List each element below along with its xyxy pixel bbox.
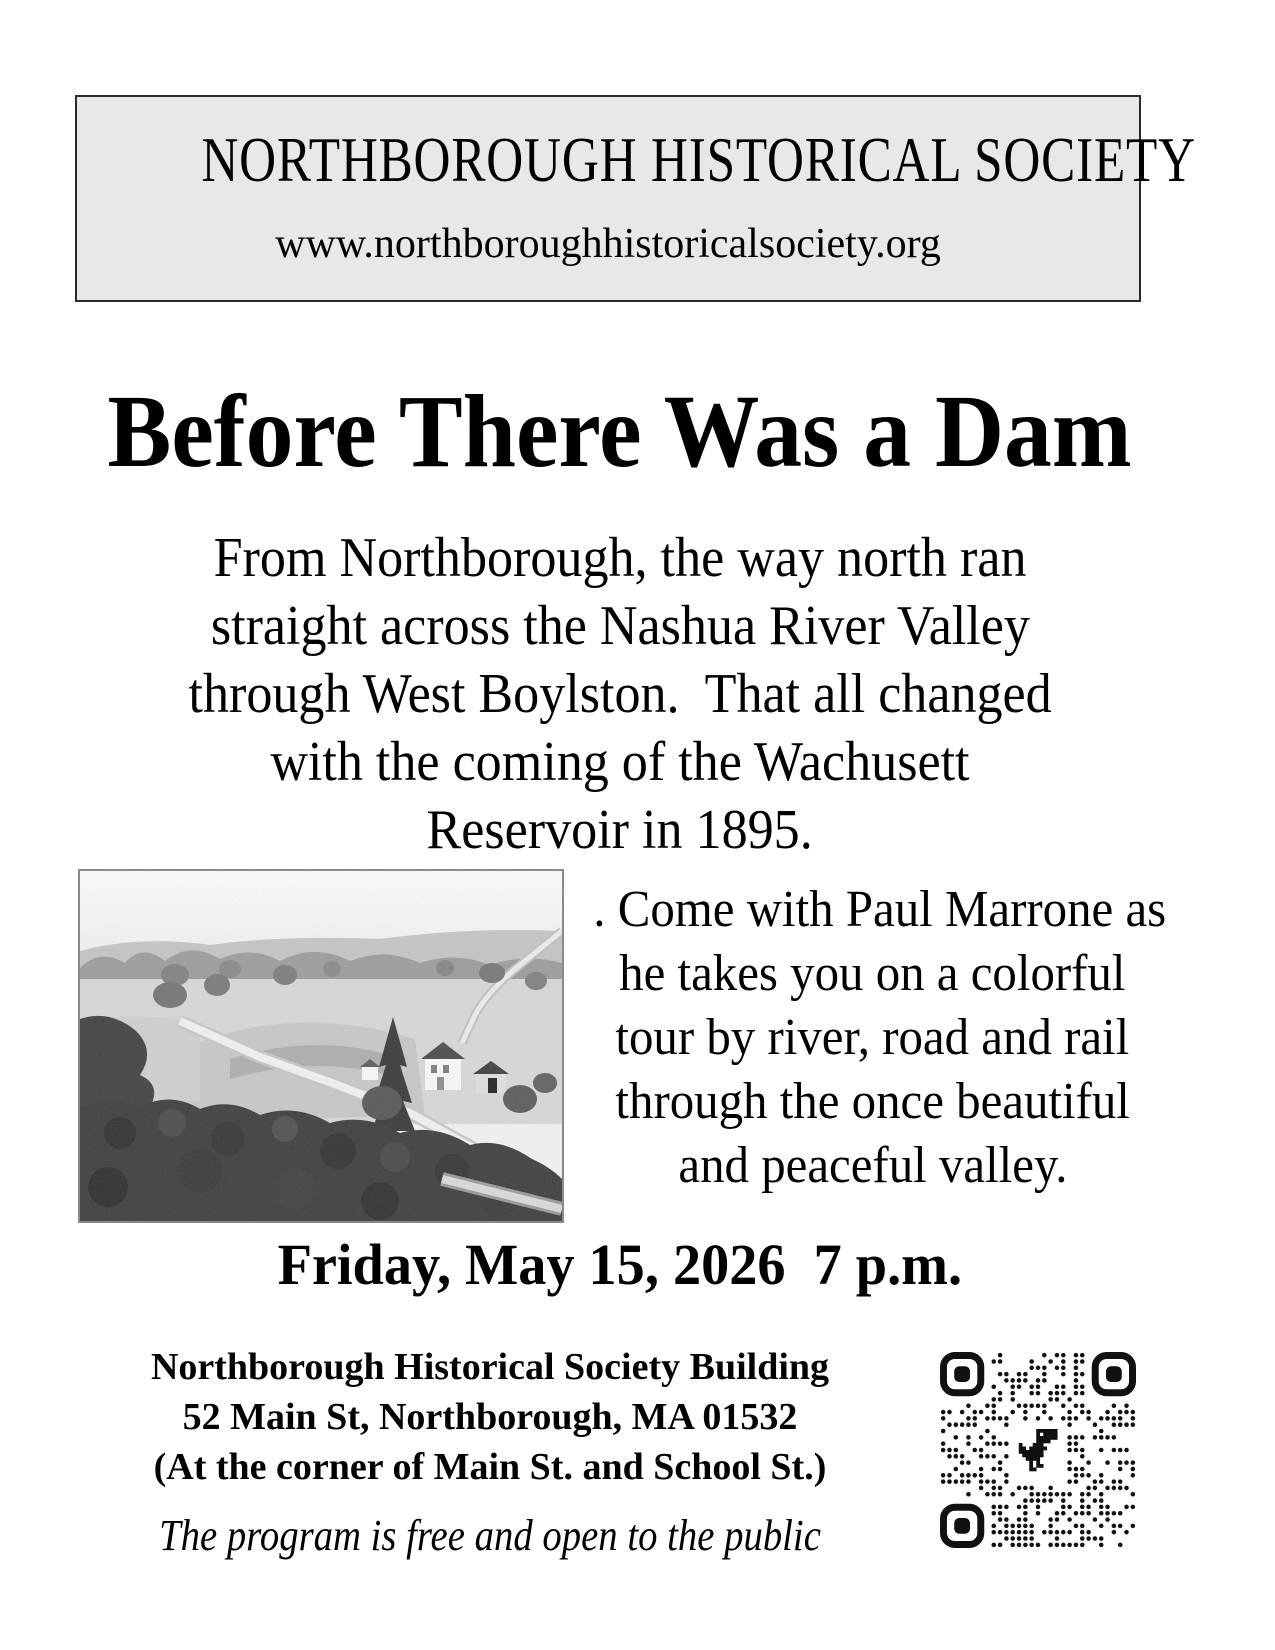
intro-line: through West Boylston. That all changed: [188, 663, 1052, 725]
venue-address: 52 Main St, Northborough, MA 01532: [182, 1396, 798, 1438]
intro-paragraph: [0, 524, 1240, 864]
pitch-line: . Come with Paul Marrone as: [593, 881, 1167, 938]
valley-photo: [78, 869, 564, 1223]
society-name: [77, 124, 1196, 195]
pitch-paragraph: [575, 878, 1170, 1198]
header-box: [75, 95, 1196, 302]
society-name-text: NORTHBOROUGH HISTORICAL SOCIETY: [201, 124, 1196, 195]
intro-line: From Northborough, the way north ran: [213, 527, 1027, 589]
venue-note: (At the corner of Main St. and School St.): [153, 1446, 827, 1488]
pitch-line: and peaceful valley.: [677, 1137, 1068, 1194]
intro-line: straight across the Nashua River Valley: [210, 595, 1030, 657]
venue-block: [75, 1342, 905, 1562]
title-row: [0, 374, 1240, 489]
event-datetime: Friday, May 15, 2026 7 p.m.: [277, 1232, 963, 1297]
valley-photo-illustration: [80, 871, 562, 1221]
intro-line: Reservoir in 1895.: [426, 799, 814, 861]
website-url-text: www.northboroughhistoricalsociety.org: [275, 221, 941, 267]
pitch-line: he takes you on a colorful: [619, 945, 1126, 1002]
venue-name: Northborough Historical Society Building: [150, 1346, 830, 1388]
qr-code: [940, 1352, 1136, 1548]
event-date-row: [0, 1232, 1240, 1298]
admission-note: The program is free and open to the public: [159, 1511, 821, 1560]
pitch-line: through the once beautiful: [615, 1073, 1130, 1130]
pitch-line: tour by river, road and rail: [615, 1009, 1130, 1066]
qr-code-graphic: [940, 1352, 1136, 1548]
poster-title: Before There Was a Dam: [107, 374, 1133, 489]
intro-line: with the coming of the Wachusett: [270, 731, 970, 793]
website-url: [77, 220, 1139, 268]
